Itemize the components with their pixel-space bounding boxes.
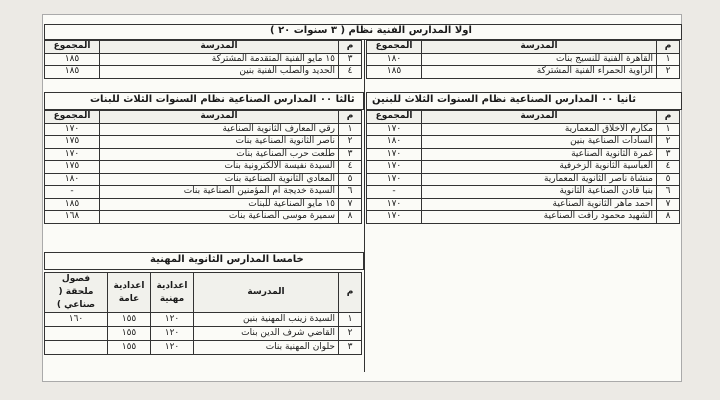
row-num: ٢ (339, 136, 362, 149)
col-num-header: م (339, 273, 362, 313)
row-num: ٣ (339, 148, 362, 161)
row-num: ٢ (657, 66, 680, 79)
col-school-header: المدرسة (100, 111, 339, 124)
row-num: ٢ (339, 327, 362, 341)
row-num: ٤ (339, 66, 362, 79)
row-prep-gen: ١٥٥ (108, 341, 151, 355)
table-header-row (367, 111, 680, 124)
row-school: العباسية الثانوية الزخرفية (422, 161, 657, 174)
col-total-header: المجموع (45, 41, 100, 54)
table-row (367, 186, 680, 199)
row-school: غمرة الثانوية الصناعية (422, 148, 657, 161)
row-total: ١٧٥ (45, 161, 100, 174)
col-num-header: م (657, 41, 680, 54)
col-prep-voc-header: اعدادية مهنية (151, 273, 194, 313)
row-num: ٣ (339, 341, 362, 355)
table-row (45, 198, 362, 211)
row-prep-voc: ١٢٠ (151, 327, 194, 341)
row-num: ٣ (657, 148, 680, 161)
col-attached-header: فصول ملحقة ( صناعي ) (45, 273, 108, 313)
col-num-header: م (339, 111, 362, 124)
row-school: السيدة خديجة ام المؤمنين الصناعية بنات (100, 186, 339, 199)
row-num: ٥ (339, 173, 362, 186)
table-row (367, 148, 680, 161)
section3-title: ثالثا ٠٠ المدارس الصناعية نظام السنوات الثلاث للبنات (90, 94, 355, 105)
row-num: ٢ (657, 136, 680, 149)
row-total: ١٨٠ (367, 136, 422, 149)
col-total-header: المجموع (45, 111, 100, 124)
row-total: ١٧٠ (367, 148, 422, 161)
column-divider (364, 40, 365, 372)
row-school: ١٥ مايو الفنية المتقدمة المشتركة (100, 53, 339, 66)
row-total: - (45, 186, 100, 199)
row-num: ٧ (339, 198, 362, 211)
table-row (45, 341, 362, 355)
col-num-header: م (657, 111, 680, 124)
row-school: منشأة ناصر الثانوية المعمارية (422, 173, 657, 186)
section3-table (44, 110, 362, 224)
table-row (367, 211, 680, 224)
row-school: السادات الصناعية بنين (422, 136, 657, 149)
table-row (45, 173, 362, 186)
section5-table (44, 272, 362, 355)
row-total: ١٧٠ (45, 123, 100, 136)
table-row (367, 136, 680, 149)
row-num: ١ (339, 123, 362, 136)
row-total: ١٨٠ (45, 173, 100, 186)
table-row (367, 173, 680, 186)
row-num: ١ (339, 313, 362, 327)
row-num: ٣ (339, 53, 362, 66)
row-prep-gen: ١٥٥ (108, 313, 151, 327)
table-header-row (45, 111, 362, 124)
row-num: ٨ (339, 211, 362, 224)
row-total: ١٧٠ (367, 161, 422, 174)
table-row (367, 53, 680, 66)
row-total: ١٨٥ (45, 198, 100, 211)
table-row (45, 186, 362, 199)
table-row (45, 313, 362, 327)
row-school: المعادي الثانوية الصناعية بنات (100, 173, 339, 186)
row-attached: ١٦٠ (45, 313, 108, 327)
row-total: ١٧٠ (367, 173, 422, 186)
section1-right-table (366, 40, 680, 79)
row-school: احمد ماهر الثانوية الصناعية (422, 198, 657, 211)
row-prep-voc: ١٢٠ (151, 313, 194, 327)
row-total: ١٨٠ (367, 53, 422, 66)
section1-left-table (44, 40, 362, 79)
row-school: ناصر الثانوية الصناعية بنات (100, 136, 339, 149)
table-row (45, 136, 362, 149)
row-total: ١٦٨ (45, 211, 100, 224)
table-header-row (45, 41, 362, 54)
row-total: ١٧٠ (367, 211, 422, 224)
row-total: ١٧٠ (367, 123, 422, 136)
row-total: - (367, 186, 422, 199)
table-row (45, 53, 362, 66)
table-row (367, 123, 680, 136)
table-row (367, 198, 680, 211)
row-school: حلوان المهنية بنات (194, 341, 339, 355)
row-num: ٦ (657, 186, 680, 199)
col-num-header: م (339, 41, 362, 54)
table-header-row (45, 273, 362, 313)
row-attached (45, 341, 108, 355)
row-num: ٤ (657, 161, 680, 174)
row-total: ١٨٥ (367, 66, 422, 79)
table-row (45, 161, 362, 174)
col-school-header: المدرسة (422, 111, 657, 124)
table-row (367, 66, 680, 79)
row-prep-voc: ١٢٠ (151, 341, 194, 355)
row-school: السيدة نفيسة الالكترونية بنات (100, 161, 339, 174)
row-total: ١٧٠ (367, 198, 422, 211)
row-prep-gen: ١٥٥ (108, 327, 151, 341)
row-total: ١٧٠ (45, 148, 100, 161)
col-total-header: المجموع (367, 111, 422, 124)
table-row (45, 66, 362, 79)
table-row (367, 161, 680, 174)
table-row (45, 148, 362, 161)
row-num: ١ (657, 53, 680, 66)
row-total: ١٧٥ (45, 136, 100, 149)
row-school: السيدة زينب المهنية بنين (194, 313, 339, 327)
row-school: سميرة موسى الصناعية بنات (100, 211, 339, 224)
row-num: ٤ (339, 161, 362, 174)
row-school: بنبا قادن الصناعية الثانوية (422, 186, 657, 199)
section2-title: ثانيا ٠٠ المدارس الصناعية نظام السنوات الثلاث للبنين (372, 94, 636, 105)
row-school: الحديد والصلب الفنية بنين (100, 66, 339, 79)
col-school-header: المدرسة (194, 273, 339, 313)
table-header-row (367, 41, 680, 54)
row-num: ٧ (657, 198, 680, 211)
section1-title: اولا المدارس الفنية نظام ( ٣ سنوات ٢٠ ) (270, 25, 472, 36)
row-num: ٦ (339, 186, 362, 199)
row-school: طلعت حرب الصناعية بنات (100, 148, 339, 161)
section5-title: خامسا المدارس الثانوية المهنية (150, 254, 304, 265)
section2-table (366, 110, 680, 224)
col-total-header: المجموع (367, 41, 422, 54)
col-prep-gen-header: اعدادية عامة (108, 273, 151, 313)
row-num: ٨ (657, 211, 680, 224)
table-row (45, 327, 362, 341)
table-row (45, 123, 362, 136)
row-school: الشهيد محمود رأفت الصناعية (422, 211, 657, 224)
row-school: الزاوية الحمراء الفنية المشتركة (422, 66, 657, 79)
row-num: ١ (657, 123, 680, 136)
row-total: ١٨٥ (45, 53, 100, 66)
row-school: القاضي شرف الدين بنات (194, 327, 339, 341)
col-school-header: المدرسة (100, 41, 339, 54)
row-school: رقي المعارف الثانوية الصناعية (100, 123, 339, 136)
row-school: ١٥ مايو الصناعية للبنات (100, 198, 339, 211)
row-school: مكارم الأخلاق المعمارية (422, 123, 657, 136)
row-total: ١٨٥ (45, 66, 100, 79)
row-school: القاهرة الفنية للنسيج بنات (422, 53, 657, 66)
row-attached (45, 327, 108, 341)
row-num: ٥ (657, 173, 680, 186)
col-school-header: المدرسة (422, 41, 657, 54)
table-row (45, 211, 362, 224)
